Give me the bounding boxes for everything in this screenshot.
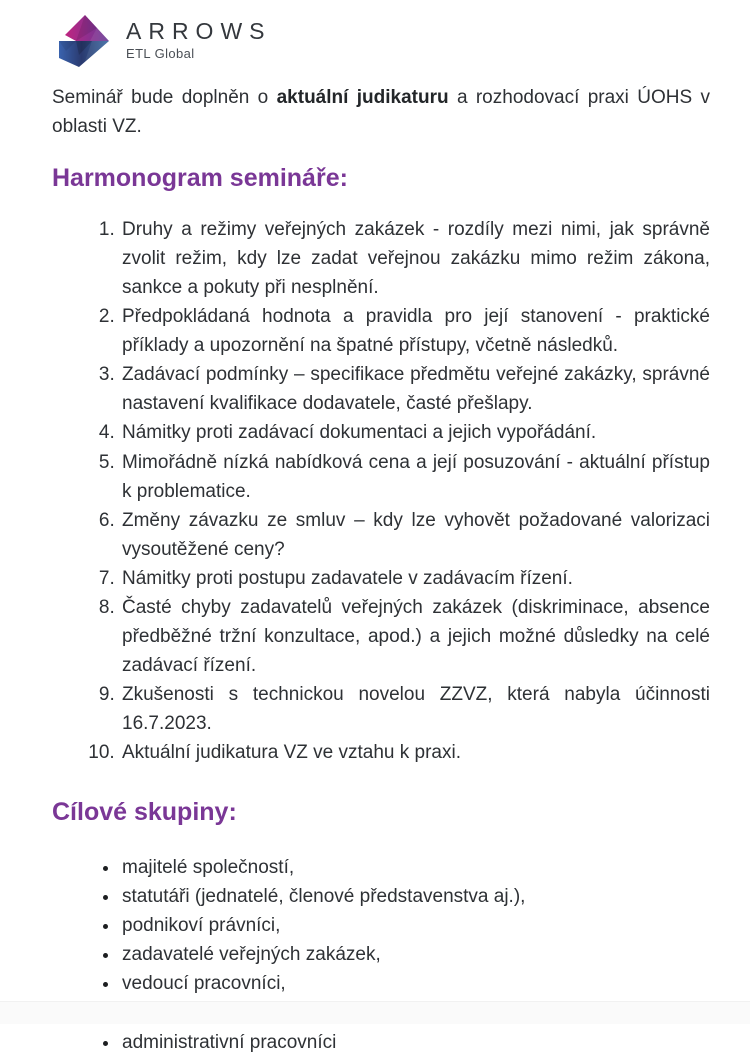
brand-name: ARROWS bbox=[126, 17, 272, 44]
harmonogram-item-9: 9. Zkušenosti s technickou novelou ZZVZ, která nabyla účinnosti 16.7.2023. bbox=[120, 680, 710, 738]
page-bottom-strip bbox=[0, 1001, 750, 1024]
harmonogram-item-4: 4. Námitky proti zadávací dokumentaci a jejich vypořádání. bbox=[120, 418, 710, 447]
harmonogram-item-6: 6. Změny závazku ze smluv – kdy lze vyhovět požadované valorizaci vysoutěžené ceny? bbox=[120, 506, 710, 564]
arrows-logo-icon bbox=[52, 11, 114, 69]
heading-cilove-skupiny: Cílové skupiny: bbox=[52, 798, 237, 827]
cilove-skupiny-list bbox=[52, 853, 710, 1056]
logo bbox=[52, 10, 710, 70]
heading-harmonogram: Harmonogram semináře: bbox=[52, 164, 348, 192]
cilova-skupina-item-2: • statutáři (jednatelé, členové představenstva aj.), bbox=[120, 882, 710, 911]
cilova-skupina-item-5: • vedoucí pracovníci, bbox=[120, 969, 710, 998]
cilova-skupina-item-7: • administrativní pracovníci bbox=[120, 1028, 710, 1057]
harmonogram-list bbox=[52, 215, 710, 767]
intro-text-bold: aktuální judikaturu bbox=[276, 87, 449, 108]
logo-text-block bbox=[126, 19, 272, 61]
harmonogram-item-5: 5. Mimořádně nízká nabídková cena a její posuzování - aktuální přístup k problematice. bbox=[120, 448, 710, 506]
cilova-skupina-item-4: • zadavatelé veřejných zakázek, bbox=[120, 940, 710, 969]
intro-text-post: a rozhodovací praxi ÚOHS v oblasti VZ. bbox=[52, 87, 710, 137]
harmonogram-item-1: 1. Druhy a režimy veřejných zakázek - rozdíly mezi nimi, jak správně zvolit režim, kdy lze zadat veřejnou zakázku mimo režim zákona, sankce a pokuty při nesplnění. bbox=[120, 215, 710, 302]
harmonogram-item-10: 10. Aktuální judikatura VZ ve vztahu k praxi. bbox=[120, 738, 710, 767]
harmonogram-item-8: 8. Časté chyby zadavatelů veřejných zakázek (diskriminace, absence předběžné tržní konzultace, apod.) a jejich možné důsledky na celé zadávací řízení. bbox=[120, 593, 710, 680]
cilova-skupina-item-1: • majitelé společností, bbox=[120, 853, 710, 882]
cilova-skupina-item-3: • podnikoví právníci, bbox=[120, 911, 710, 940]
intro-paragraph bbox=[52, 84, 710, 141]
intro-text-pre: Seminář bude doplněn o bbox=[52, 87, 277, 108]
brand-subtitle: ETL Global bbox=[126, 46, 195, 62]
harmonogram-item-7: 7. Námitky proti postupu zadavatele v zadávacím řízení. bbox=[120, 564, 710, 593]
harmonogram-item-3: 3. Zadávací podmínky – specifikace předmětu veřejné zakázky, správné nastavení kvalifikace dodavatele, časté přešlapy. bbox=[120, 360, 710, 418]
harmonogram-item-2: 2. Předpokládaná hodnota a pravidla pro její stanovení - praktické příklady a upozornění na špatné přístupy, včetně následků. bbox=[120, 302, 710, 360]
